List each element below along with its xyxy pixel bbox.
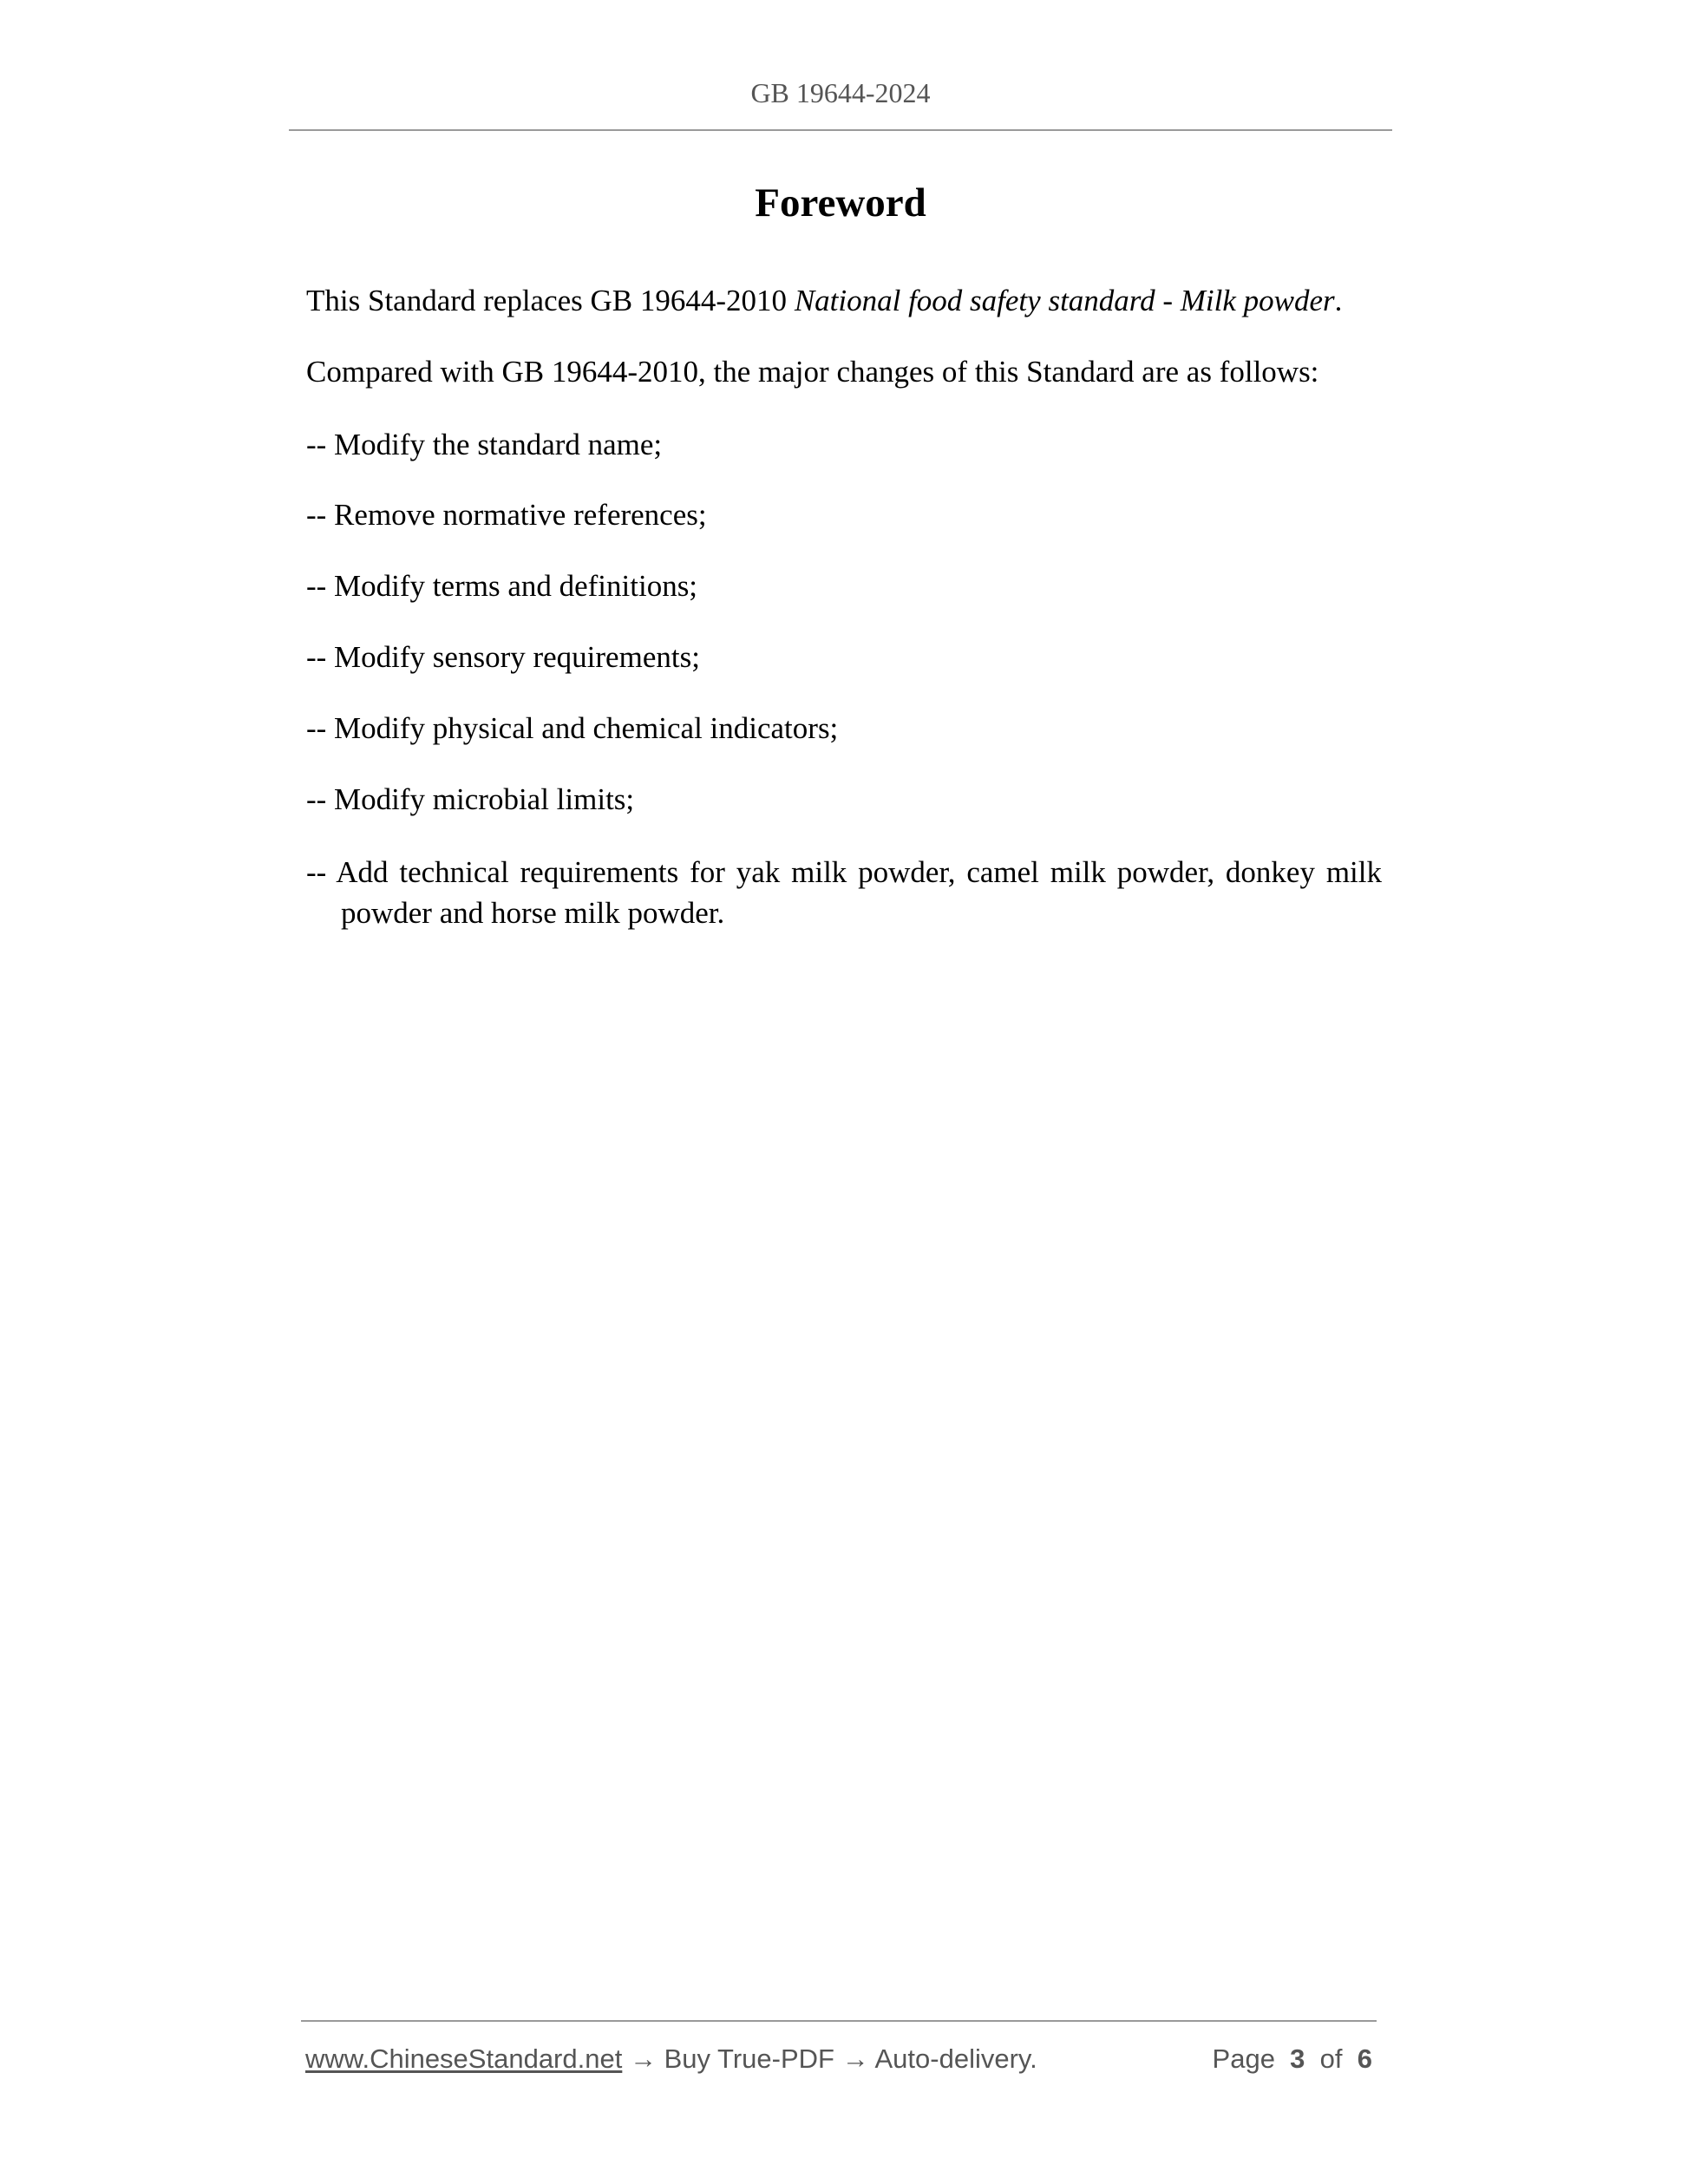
change-item: -- Remove normative references; [306,498,707,532]
header-divider [289,129,1392,131]
of-label: of [1319,2043,1343,2074]
page-label: Page [1212,2043,1275,2074]
current-page-number: 3 [1290,2043,1305,2074]
arrow-right-icon: → [629,2043,657,2074]
running-header: GB 19644-2024 [750,77,931,108]
change-item: -- Add technical requirements for yak milk powder, camel milk powder, donkey milk powder and horse milk powder. [306,855,1382,930]
page-indicator [1213,2042,1372,2076]
change-item: -- Modify the standard name; [306,428,663,461]
intro-prefix: This Standard replaces GB 19644-2010 [306,284,795,317]
change-item: -- Modify sensory requirements; [306,640,700,674]
lead-in-paragraph: Compared with GB 19644-2010, the major changes of this Standard are as follows: [306,355,1319,389]
total-pages-number: 6 [1357,2043,1372,2074]
intro-paragraph [306,280,1382,321]
footer-divider [301,2020,1377,2022]
page-title: Foreword [755,180,926,226]
change-item: -- Modify terms and definitions; [306,569,698,603]
intro-suffix: . [1334,284,1343,317]
buy-step-text: Buy True-PDF [664,2043,834,2074]
footer-promo [305,2042,1037,2076]
website-link[interactable]: www.ChineseStandard.net [305,2043,623,2074]
arrow-right-icon: → [841,2043,869,2074]
change-item: -- Modify physical and chemical indicators; [306,711,839,745]
replaced-standard-title: National food safety standard - Milk powder [794,284,1335,317]
change-item: -- Modify microbial limits; [306,782,635,816]
page-footer [305,2042,1372,2076]
delivery-step-text: Auto-delivery. [874,2043,1037,2074]
